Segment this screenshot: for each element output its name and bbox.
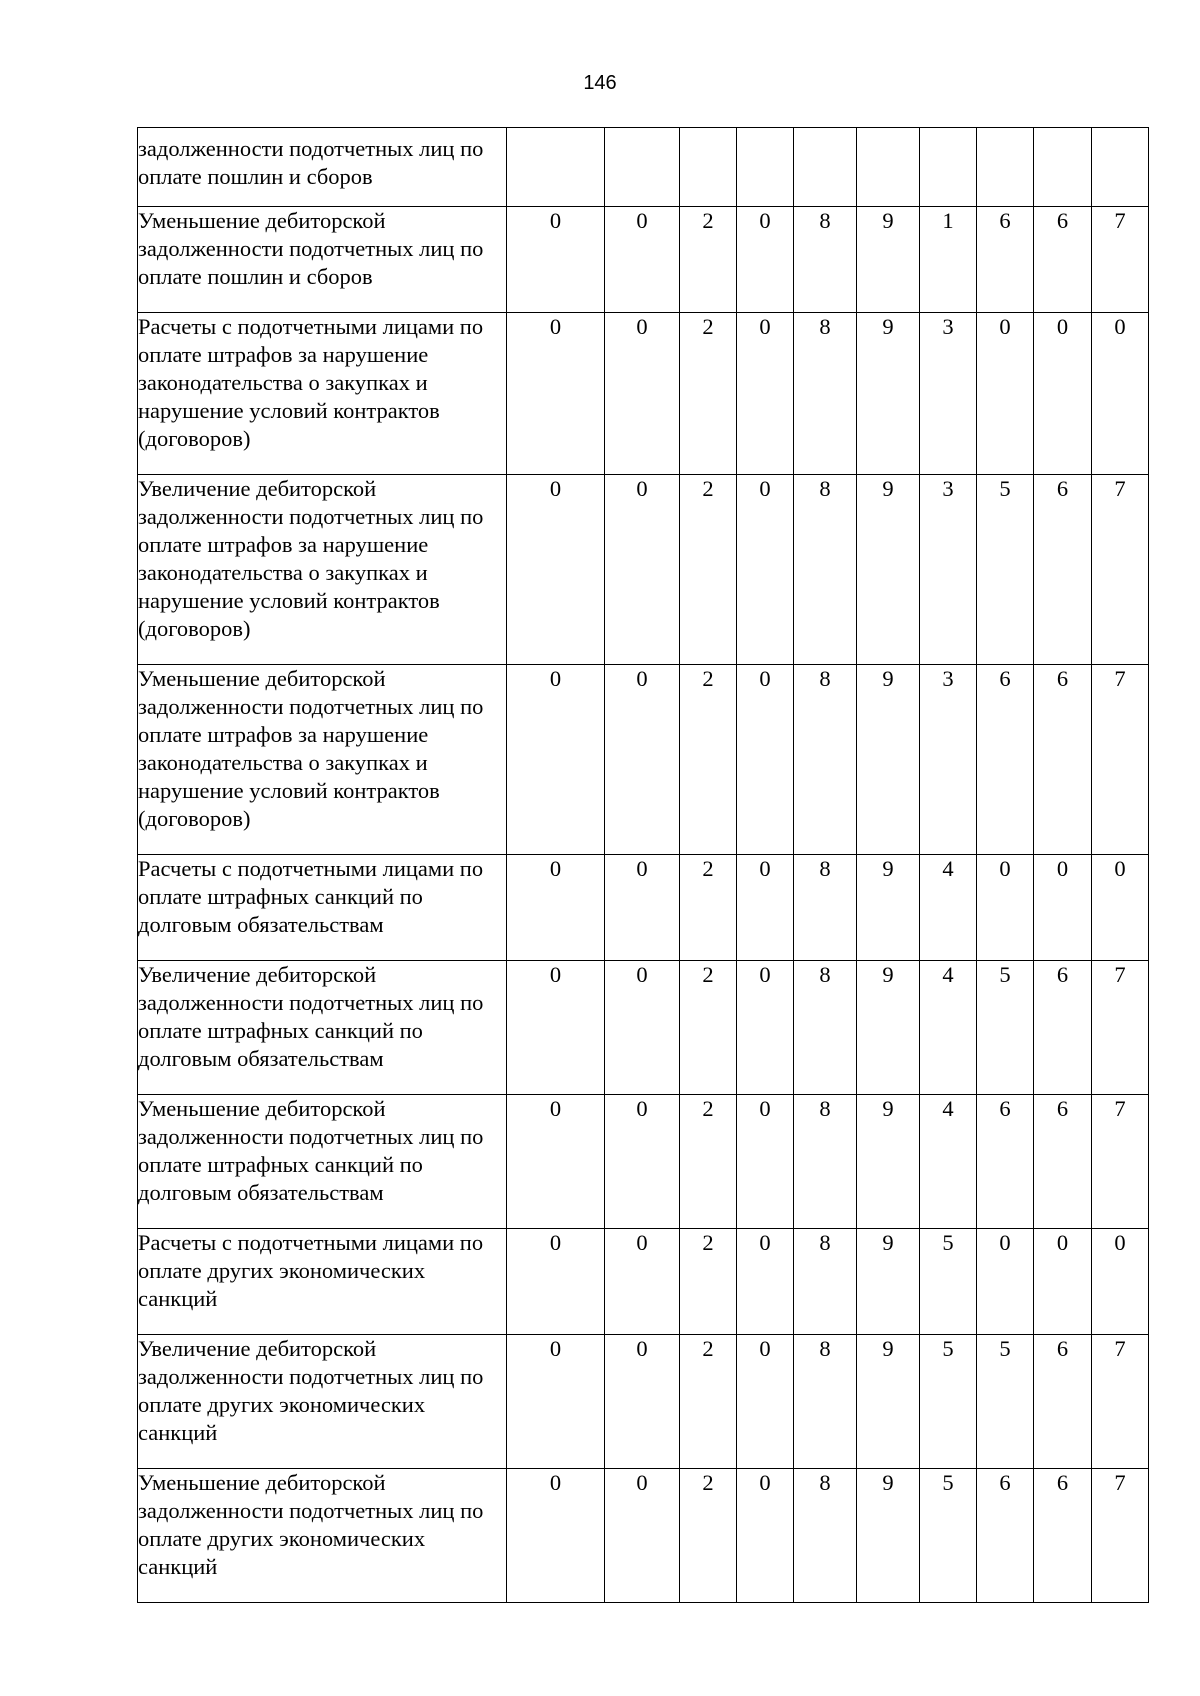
account-digit-cell: 0 — [737, 1095, 794, 1229]
account-digit-cell: 2 — [680, 961, 737, 1095]
account-digit-cell: 8 — [794, 475, 857, 665]
account-digit-cell: 0 — [605, 1335, 680, 1469]
account-digit-cell: 0 — [605, 855, 680, 961]
account-digit-cell: 0 — [507, 207, 605, 313]
table-row — [138, 475, 1149, 665]
account-digit-cell: 8 — [794, 207, 857, 313]
account-digit-cell: 0 — [605, 961, 680, 1095]
account-digit-cell — [507, 128, 605, 207]
account-digit-cell: 5 — [920, 1229, 977, 1335]
account-digit-cell: 9 — [857, 1335, 920, 1469]
account-digit-cell: 0 — [605, 1095, 680, 1229]
account-digit-cell: 8 — [794, 1335, 857, 1469]
account-digit-cell — [605, 128, 680, 207]
account-digit-cell: 3 — [920, 665, 977, 855]
account-digit-cell: 0 — [977, 855, 1034, 961]
table-row — [138, 128, 1149, 207]
account-digit-cell: 7 — [1092, 1469, 1149, 1603]
account-digit-cell: 2 — [680, 1095, 737, 1229]
account-digit-cell: 6 — [1034, 961, 1092, 1095]
account-digit-cell: 2 — [680, 313, 737, 475]
account-digit-cell: 0 — [507, 855, 605, 961]
account-digit-cell: 2 — [680, 855, 737, 961]
account-digit-cell: 9 — [857, 207, 920, 313]
account-digit-cell — [920, 128, 977, 207]
account-digit-cell: 2 — [680, 1229, 737, 1335]
account-digit-cell: 5 — [920, 1469, 977, 1603]
account-digit-cell: 2 — [680, 475, 737, 665]
account-digit-cell: 6 — [1034, 1335, 1092, 1469]
account-digit-cell: 0 — [1034, 855, 1092, 961]
account-digit-cell: 8 — [794, 961, 857, 1095]
account-digit-cell — [857, 128, 920, 207]
account-digit-cell: 0 — [737, 475, 794, 665]
account-digit-cell: 7 — [1092, 665, 1149, 855]
account-digit-cell: 0 — [737, 961, 794, 1095]
account-digit-cell: 5 — [977, 961, 1034, 1095]
table-row — [138, 1095, 1149, 1229]
row-description: Уменьшение дебиторской задолженности подотчетных лиц по оплате других экономических санкций — [138, 1469, 507, 1603]
row-description: Увеличение дебиторской задолженности подотчетных лиц по оплате штрафных санкций по долговым обязательствам — [138, 961, 507, 1095]
row-description: Расчеты с подотчетными лицами по оплате штрафов за нарушение законодательства о закупках и нарушение условий контрактов (договоров) — [138, 313, 507, 475]
row-description: Уменьшение дебиторской задолженности подотчетных лиц по оплате штрафных санкций по долговым обязательствам — [138, 1095, 507, 1229]
table-row — [138, 207, 1149, 313]
account-digit-cell: 5 — [977, 475, 1034, 665]
account-digit-cell: 0 — [507, 313, 605, 475]
account-digit-cell: 0 — [1092, 855, 1149, 961]
account-digit-cell: 6 — [977, 207, 1034, 313]
account-digit-cell: 8 — [794, 1095, 857, 1229]
account-digit-cell: 0 — [507, 961, 605, 1095]
account-digit-cell: 9 — [857, 961, 920, 1095]
row-description: Увеличение дебиторской задолженности подотчетных лиц по оплате других экономических санкций — [138, 1335, 507, 1469]
account-digit-cell: 6 — [1034, 1095, 1092, 1229]
account-digit-cell: 3 — [920, 475, 977, 665]
account-digit-cell: 0 — [977, 1229, 1034, 1335]
account-digit-cell: 0 — [507, 1335, 605, 1469]
row-description: Увеличение дебиторской задолженности подотчетных лиц по оплате штрафов за нарушение законодательства о закупках и нарушение условий контрактов (договоров) — [138, 475, 507, 665]
table-row — [138, 961, 1149, 1095]
account-digit-cell: 7 — [1092, 207, 1149, 313]
table-row — [138, 855, 1149, 961]
account-digit-cell — [737, 128, 794, 207]
account-digit-cell: 0 — [1034, 1229, 1092, 1335]
account-digit-cell: 0 — [977, 313, 1034, 475]
account-digit-cell: 0 — [507, 1469, 605, 1603]
account-digit-cell: 7 — [1092, 961, 1149, 1095]
account-digit-cell: 0 — [737, 207, 794, 313]
account-digit-cell: 9 — [857, 855, 920, 961]
account-digit-cell: 0 — [737, 1335, 794, 1469]
row-description: Расчеты с подотчетными лицами по оплате штрафных санкций по долговым обязательствам — [138, 855, 507, 961]
account-digit-cell: 9 — [857, 313, 920, 475]
account-digit-cell: 3 — [920, 313, 977, 475]
account-digit-cell: 2 — [680, 207, 737, 313]
account-digit-cell — [680, 128, 737, 207]
account-digit-cell: 9 — [857, 665, 920, 855]
account-digit-cell: 0 — [1092, 313, 1149, 475]
account-digit-cell: 7 — [1092, 475, 1149, 665]
account-digit-cell: 0 — [507, 1229, 605, 1335]
account-digit-cell: 6 — [1034, 1469, 1092, 1603]
account-digit-cell: 5 — [977, 1335, 1034, 1469]
table-row — [138, 1229, 1149, 1335]
account-digit-cell: 2 — [680, 665, 737, 855]
account-digit-cell: 8 — [794, 1469, 857, 1603]
table-row — [138, 665, 1149, 855]
account-digit-cell: 6 — [977, 1469, 1034, 1603]
account-digit-cell: 7 — [1092, 1335, 1149, 1469]
account-digit-cell: 8 — [794, 1229, 857, 1335]
table-row — [138, 313, 1149, 475]
account-digit-cell — [1092, 128, 1149, 207]
account-digit-cell: 6 — [1034, 475, 1092, 665]
account-digit-cell: 8 — [794, 313, 857, 475]
account-digit-cell: 9 — [857, 1469, 920, 1603]
account-digit-cell: 0 — [507, 665, 605, 855]
account-digit-cell: 0 — [605, 665, 680, 855]
account-digit-cell: 0 — [1092, 1229, 1149, 1335]
row-description: Уменьшение дебиторской задолженности подотчетных лиц по оплате пошлин и сборов — [138, 207, 507, 313]
account-digit-cell: 0 — [507, 1095, 605, 1229]
account-digit-cell: 6 — [1034, 665, 1092, 855]
account-digit-cell: 8 — [794, 665, 857, 855]
account-digit-cell: 0 — [605, 313, 680, 475]
row-description: Уменьшение дебиторской задолженности подотчетных лиц по оплате штрафов за нарушение законодательства о закупках и нарушение условий контрактов (договоров) — [138, 665, 507, 855]
account-digit-cell: 0 — [737, 1469, 794, 1603]
account-digit-cell: 0 — [737, 665, 794, 855]
table-row — [138, 1335, 1149, 1469]
account-digit-cell: 5 — [920, 1335, 977, 1469]
account-digit-cell: 4 — [920, 961, 977, 1095]
account-digit-cell: 6 — [977, 665, 1034, 855]
page-number: 146 — [583, 72, 617, 94]
account-digit-cell — [794, 128, 857, 207]
account-digit-cell: 7 — [1092, 1095, 1149, 1229]
account-digit-cell — [1034, 128, 1092, 207]
account-digit-cell: 0 — [737, 855, 794, 961]
account-digit-cell: 8 — [794, 855, 857, 961]
account-digit-cell: 1 — [920, 207, 977, 313]
account-digit-cell: 9 — [857, 1095, 920, 1229]
account-digit-cell: 9 — [857, 475, 920, 665]
account-digit-cell: 2 — [680, 1335, 737, 1469]
account-digit-cell: 4 — [920, 1095, 977, 1229]
account-digit-cell: 0 — [1034, 313, 1092, 475]
account-digit-cell: 0 — [605, 207, 680, 313]
row-description: Расчеты с подотчетными лицами по оплате других экономических санкций — [138, 1229, 507, 1335]
account-digit-cell: 0 — [737, 1229, 794, 1335]
account-digit-cell: 0 — [605, 1469, 680, 1603]
row-description: задолженности подотчетных лиц по оплате пошлин и сборов — [138, 128, 507, 207]
account-digit-cell: 0 — [605, 1229, 680, 1335]
account-digit-cell: 6 — [977, 1095, 1034, 1229]
account-digit-cell: 0 — [605, 475, 680, 665]
account-digit-cell: 9 — [857, 1229, 920, 1335]
account-digit-cell: 0 — [737, 313, 794, 475]
account-digit-cell: 6 — [1034, 207, 1092, 313]
account-digit-cell: 2 — [680, 1469, 737, 1603]
account-digit-cell — [977, 128, 1034, 207]
table-row — [138, 1469, 1149, 1603]
account-digit-cell: 4 — [920, 855, 977, 961]
account-digit-cell: 0 — [507, 475, 605, 665]
table-body — [138, 128, 1149, 1603]
accounts-table — [137, 127, 1149, 1603]
